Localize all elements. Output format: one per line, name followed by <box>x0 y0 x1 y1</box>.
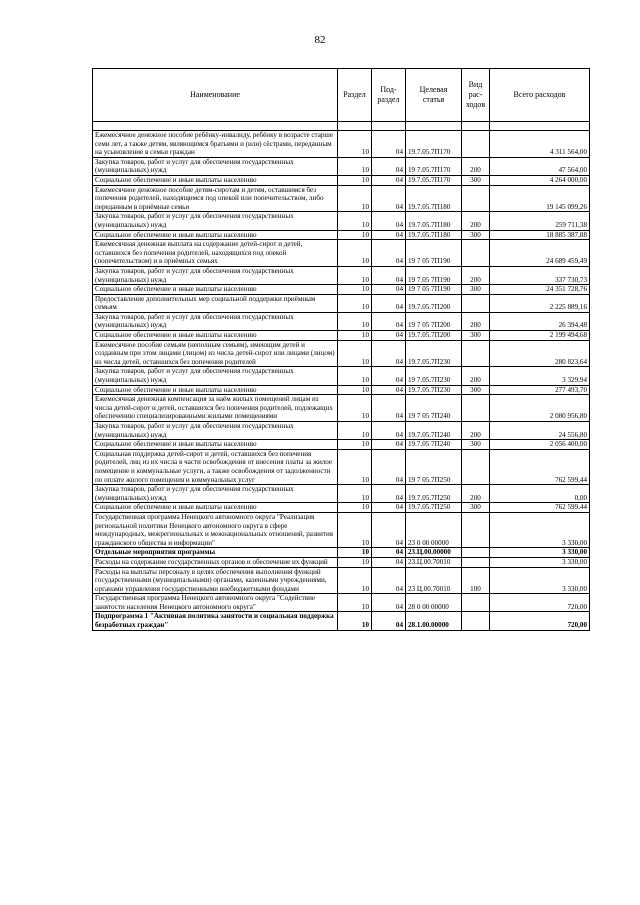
row-expense-kind: 200 <box>462 212 490 230</box>
row-name: Ежемесячная денежная выплата на содержание детей-сирот и детей, оставшихся без попечения родителей, находящихся под опекой (попечительством) и в приёмных семьях <box>93 240 338 267</box>
row-name: Социальное обеспечение и иные выплаты населению <box>93 503 338 513</box>
row-section: 10 <box>338 548 372 558</box>
row-target-article: 19 7.05 7П190 <box>406 266 462 284</box>
table-row <box>93 331 590 341</box>
row-target-article: 19.7.05.7П180 <box>406 212 462 230</box>
row-total: 19 145 099,26 <box>490 185 590 212</box>
row-total: 24 689 459,49 <box>490 240 590 267</box>
row-name: Социальная поддержка детей-сирот и детей, оставшихся без попечения родителей, лиц из их числа в части освобождения от внесения платы за жилое помещение и коммунальные услуги, а также освобождения от задолженности по оплате жилого помещения и коммунальных услуг <box>93 449 338 484</box>
header-section: Раздел <box>338 69 372 122</box>
row-subsection: 04 <box>372 294 406 312</box>
row-total: 762 599,44 <box>490 449 590 484</box>
row-target-article: 19.7.05 7П240 <box>406 440 462 450</box>
row-subsection: 04 <box>372 175 406 185</box>
row-name: Закупка товаров, работ и услуг для обеспечения государственных (муниципальных) нужд <box>93 312 338 330</box>
row-expense-kind <box>462 548 490 558</box>
table-row <box>93 422 590 440</box>
row-expense-kind <box>462 612 490 630</box>
row-total: 18 885 387,88 <box>490 230 590 240</box>
header-subsection: Под-раздел <box>372 69 406 122</box>
row-total: 24 556,80 <box>490 422 590 440</box>
row-name: Ежемесячное денежное пособие ребёнку-инвалиду, ребёнку в возрасте старше семи лет, а также детям, являющимся братьями и (или) сёстрами, переданным на усыновление в семьи граждан <box>93 131 338 158</box>
row-section: 10 <box>338 157 372 175</box>
table-row <box>93 367 590 385</box>
row-total: 2 056 400,00 <box>490 440 590 450</box>
row-expense-kind <box>462 185 490 212</box>
row-total: 4 311 564,00 <box>490 131 590 158</box>
table-row <box>93 612 590 630</box>
row-name: Социальное обеспечение и иные выплаты населению <box>93 331 338 341</box>
row-name: Социальное обеспечение и иные выплаты населению <box>93 175 338 185</box>
row-section: 10 <box>338 557 372 567</box>
row-target-article: 19 7.05.7П230 <box>406 367 462 385</box>
row-total: 24 351 728,76 <box>490 285 590 295</box>
row-name: Социальное обеспечение и иные выплаты населению <box>93 285 338 295</box>
row-subsection: 04 <box>372 230 406 240</box>
table-row <box>93 185 590 212</box>
table-row <box>93 557 590 567</box>
budget-table <box>92 68 590 631</box>
row-target-article: 19 7 05 7П200 <box>406 312 462 330</box>
table-body <box>93 122 590 631</box>
row-total: 3 330,00 <box>490 512 590 547</box>
row-subsection: 04 <box>372 240 406 267</box>
row-section: 10 <box>338 512 372 547</box>
table-row <box>93 485 590 503</box>
header-target-article: Целевая статья <box>406 69 462 122</box>
row-expense-kind <box>462 449 490 484</box>
row-total: 3 330,00 <box>490 557 590 567</box>
row-subsection: 04 <box>372 594 406 612</box>
table-row <box>93 503 590 513</box>
row-expense-kind: 300 <box>462 175 490 185</box>
row-section: 10 <box>338 294 372 312</box>
row-expense-kind: 300 <box>462 440 490 450</box>
row-target-article: 19 7.05.7П170 <box>406 157 462 175</box>
row-target-article: 19 7 05 7П240 <box>406 395 462 422</box>
row-section: 10 <box>338 395 372 422</box>
row-target-article: 19.7.05.7П170 <box>406 175 462 185</box>
row-target-article: 19 7 05 7П190 <box>406 285 462 295</box>
row-target-article: 19 7 05.7П250 <box>406 449 462 484</box>
page-number: 82 <box>314 34 326 46</box>
row-section: 10 <box>338 131 372 158</box>
row-subsection: 04 <box>372 422 406 440</box>
row-target-article: 19.7.05.7П240 <box>406 422 462 440</box>
row-name: Социальное обеспечение и иные выплаты населению <box>93 230 338 240</box>
row-total: 2 080 956,80 <box>490 395 590 422</box>
row-target-article: 19.7.05.7П200 <box>406 294 462 312</box>
row-target-article: 28 0 00 00000 <box>406 594 462 612</box>
row-section: 10 <box>338 367 372 385</box>
row-section: 10 <box>338 449 372 484</box>
row-total: 337 730,73 <box>490 266 590 284</box>
row-expense-kind: 100 <box>462 567 490 594</box>
row-subsection: 04 <box>372 385 406 395</box>
table-row <box>93 230 590 240</box>
table-row <box>93 285 590 295</box>
row-subsection: 04 <box>372 503 406 513</box>
row-target-article: 19 7 05 7П190 <box>406 240 462 267</box>
row-expense-kind: 300 <box>462 503 490 513</box>
row-name: Ежемесячное денежное пособие детям-сиротам и детям, оставшимся без попечения родителей, находящимся под опекой или попечительством, либо переданным в приёмные семьи <box>93 185 338 212</box>
row-expense-kind: 200 <box>462 367 490 385</box>
row-total: 720,00 <box>490 612 590 630</box>
row-subsection: 04 <box>372 266 406 284</box>
row-expense-kind <box>462 240 490 267</box>
row-subsection: 04 <box>372 131 406 158</box>
row-section: 10 <box>338 567 372 594</box>
row-name: Ежемесячное пособие семьям (неполным семьям), имеющим детей и созданным при этом лицами (лицом) из числа детей-сирот или лицами (лицом) из числа детей, оставшихся без попечения родителей <box>93 340 338 367</box>
row-subsection: 04 <box>372 485 406 503</box>
row-section: 10 <box>338 594 372 612</box>
row-subsection: 04 <box>372 285 406 295</box>
row-section: 10 <box>338 230 372 240</box>
table-row <box>93 594 590 612</box>
row-expense-kind: 200 <box>462 157 490 175</box>
row-section: 10 <box>338 485 372 503</box>
row-target-article: 23 Ц.00.70010 <box>406 567 462 594</box>
row-subsection: 04 <box>372 340 406 367</box>
row-section: 10 <box>338 612 372 630</box>
row-section: 10 <box>338 312 372 330</box>
table-row <box>93 157 590 175</box>
row-section: 10 <box>338 285 372 295</box>
row-section: 10 <box>338 240 372 267</box>
row-total: 280 823,64 <box>490 340 590 367</box>
row-subsection: 04 <box>372 395 406 422</box>
table-row <box>93 395 590 422</box>
row-target-article: 19.7.05.7П180 <box>406 230 462 240</box>
row-name: Закупка товаров, работ и услуг для обеспечения государственных (муниципальных) нужд <box>93 367 338 385</box>
row-total: 762 599,44 <box>490 503 590 513</box>
row-name: Ежемесячная денежная компенсация за наём жилых помещений лицам из числа детей-сирот и детей, оставшихся без попечения родителей, подлежащих обеспечению специализированными жилыми помещениями <box>93 395 338 422</box>
row-expense-kind <box>462 131 490 158</box>
row-name: Государственная программа Ненецкого автономного округа "Содействие занятости населения Ненецкого автономного округа" <box>93 594 338 612</box>
row-target-article: 19.7.05.7П180 <box>406 185 462 212</box>
row-subsection: 04 <box>372 185 406 212</box>
row-subsection: 04 <box>372 212 406 230</box>
row-total: 277 493,70 <box>490 385 590 395</box>
row-target-article: 19.7.05.7П200 <box>406 331 462 341</box>
row-total: 0,00 <box>490 485 590 503</box>
table-row <box>93 512 590 547</box>
row-expense-kind: 300 <box>462 285 490 295</box>
row-total: 2 225 889,16 <box>490 294 590 312</box>
row-target-article: 23.Ц.00.00000 <box>406 548 462 558</box>
table-header-row <box>93 69 590 122</box>
row-name: Закупка товаров, работ и услуг для обеспечения государственных (муниципальных) нужд <box>93 266 338 284</box>
row-expense-kind: 200 <box>462 485 490 503</box>
row-name: Закупка товаров, работ и услуг для обеспечения государственных (муниципальных) нужд <box>93 485 338 503</box>
row-name: Подпрограмма 1 "Активная политика занятости и социальная поддержка безработных граждан" <box>93 612 338 630</box>
row-section: 10 <box>338 185 372 212</box>
row-subsection: 04 <box>372 367 406 385</box>
row-name: Предоставление дополнительных мер социальной поддержки приёмным семьям <box>93 294 338 312</box>
row-section: 10 <box>338 422 372 440</box>
row-expense-kind <box>462 557 490 567</box>
row-section: 10 <box>338 503 372 513</box>
row-subsection: 04 <box>372 548 406 558</box>
table-row <box>93 312 590 330</box>
row-subsection: 04 <box>372 612 406 630</box>
row-total: 3 330,00 <box>490 567 590 594</box>
row-name: Расходы на выплаты персоналу в целях обеспечения выполнения функций государственными (муниципальными) органами, казенными учреждениями, органами управления государственными внебюджетными фондами <box>93 567 338 594</box>
row-section: 10 <box>338 266 372 284</box>
row-total: 26 394,48 <box>490 312 590 330</box>
row-target-article: 28.1.00.00000 <box>406 612 462 630</box>
header-expense-kind: Вид рас-ходов <box>462 69 490 122</box>
row-total: 259 711,38 <box>490 212 590 230</box>
row-subsection: 04 <box>372 312 406 330</box>
table-row <box>93 266 590 284</box>
table-row <box>93 449 590 484</box>
row-subsection: 04 <box>372 440 406 450</box>
row-expense-kind <box>462 294 490 312</box>
table-row <box>93 294 590 312</box>
row-expense-kind <box>462 395 490 422</box>
row-name: Отдельные мероприятия программы <box>93 548 338 558</box>
row-total: 3 330,00 <box>490 548 590 558</box>
row-target-article: 19.7.05.7П230 <box>406 385 462 395</box>
header-total: Всего расходов <box>490 69 590 122</box>
row-target-article: 19.7.05.7П230 <box>406 340 462 367</box>
row-expense-kind: 300 <box>462 331 490 341</box>
row-expense-kind: 200 <box>462 266 490 284</box>
row-subsection: 04 <box>372 157 406 175</box>
row-expense-kind: 300 <box>462 230 490 240</box>
row-expense-kind <box>462 594 490 612</box>
header-name: Наименование <box>93 69 338 122</box>
row-total: 720,00 <box>490 594 590 612</box>
row-target-article: 23.Ц.00.70010 <box>406 557 462 567</box>
table-row <box>93 240 590 267</box>
row-name: Расходы на содержание государственных органов и обеспечение их функций <box>93 557 338 567</box>
table-row <box>93 175 590 185</box>
row-expense-kind <box>462 340 490 367</box>
row-name: Закупка товаров, работ и услуг для обеспечения государственных (муниципальных) нужд <box>93 212 338 230</box>
table-row <box>93 440 590 450</box>
row-section: 10 <box>338 331 372 341</box>
spacer-row <box>93 122 590 131</box>
row-total: 4 264 000,00 <box>490 175 590 185</box>
row-section: 10 <box>338 440 372 450</box>
row-total: 47 564,00 <box>490 157 590 175</box>
row-expense-kind: 300 <box>462 385 490 395</box>
row-section: 10 <box>338 385 372 395</box>
row-expense-kind <box>462 512 490 547</box>
row-name: Государственная программа Ненецкого автономного округа "Реализация региональной политики Ненецкого автономного округа в сфере международных, межрегиональных и межнациональных отношений, развития гражданского общества и информации" <box>93 512 338 547</box>
row-target-article: 19.7.05.7П250 <box>406 485 462 503</box>
row-section: 10 <box>338 212 372 230</box>
table-row <box>93 567 590 594</box>
row-name: Закупка товаров, работ и услуг для обеспечения государственных (муниципальных) нужд <box>93 157 338 175</box>
row-target-article: 19.7.05.7П250 <box>406 503 462 513</box>
table-row <box>93 340 590 367</box>
row-name: Социальное обеспечение и иные выплаты населению <box>93 385 338 395</box>
row-target-article: 19.7.05.7П170 <box>406 131 462 158</box>
row-subsection: 04 <box>372 512 406 547</box>
row-target-article: 23 0 00 00000 <box>406 512 462 547</box>
row-section: 10 <box>338 340 372 367</box>
row-expense-kind: 200 <box>462 312 490 330</box>
row-section: 10 <box>338 175 372 185</box>
row-total: 3 329,94 <box>490 367 590 385</box>
row-subsection: 04 <box>372 449 406 484</box>
row-total: 2 199 494,68 <box>490 331 590 341</box>
row-subsection: 04 <box>372 567 406 594</box>
table-row <box>93 131 590 158</box>
row-name: Социальное обеспечение и иные выплаты населению <box>93 440 338 450</box>
table-row <box>93 548 590 558</box>
row-subsection: 04 <box>372 557 406 567</box>
row-expense-kind: 200 <box>462 422 490 440</box>
row-name: Закупка товаров, работ и услуг для обеспечения государственных (муниципальных) нужд <box>93 422 338 440</box>
row-subsection: 04 <box>372 331 406 341</box>
table-row <box>93 385 590 395</box>
table-row <box>93 212 590 230</box>
